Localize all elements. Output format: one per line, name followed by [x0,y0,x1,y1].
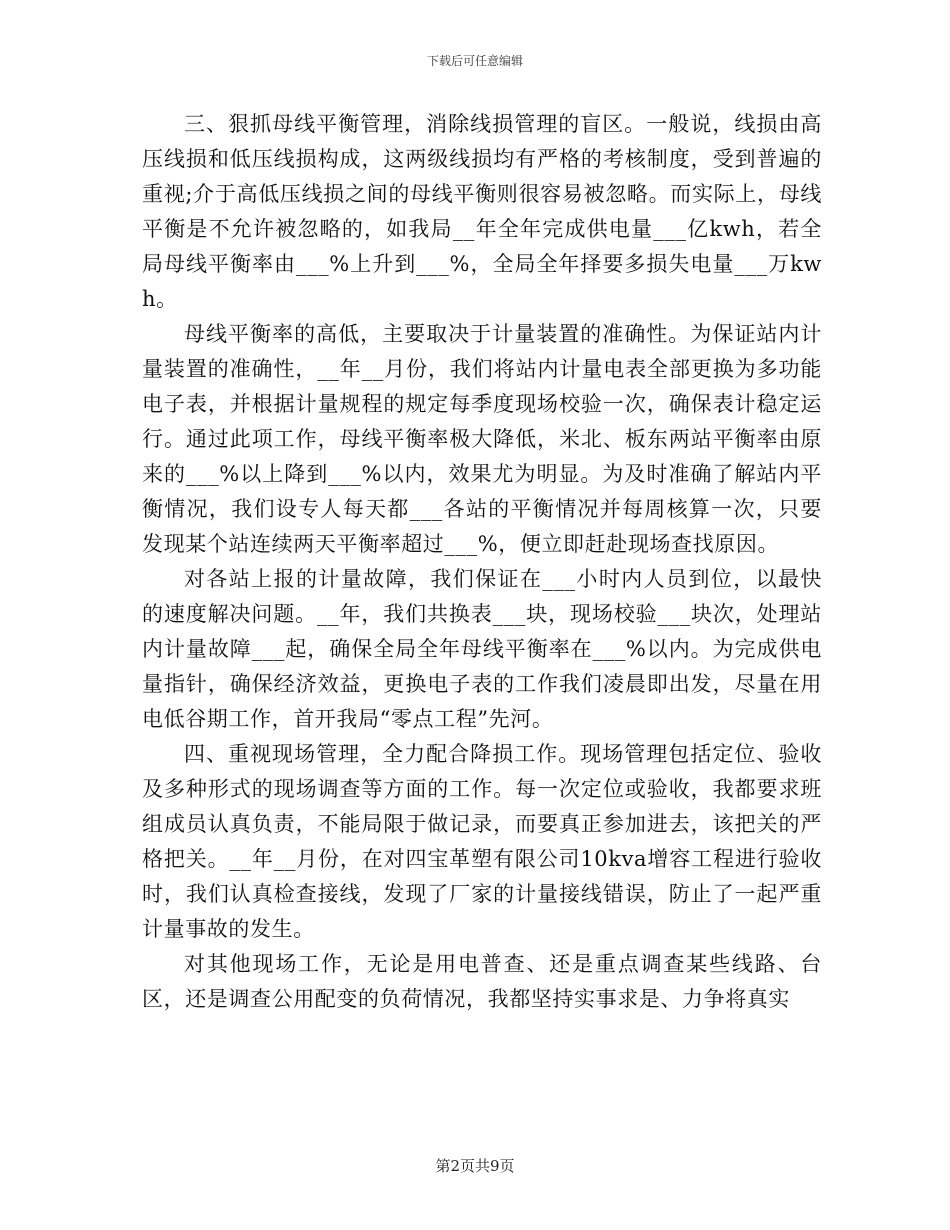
document-body [142,107,822,1017]
paragraph-site-management: 四、重视现场管理，全力配合降损工作。现场管理包括定位、验收及多种形式的现场调查等方面的工作。每一次定位或验收，我都要求班组成员认真负责，不能局限于做记录，而要真正参加进去，该把关的严格把关。__年__月份，在对四宝革塑有限公司10kva增容工程进行验收时，我们认真检查接线，发现了厂家的计量接线错误，防止了一起严重计量事故的发生。 [142,742,822,941]
paragraph-busbar-balance: 三、狠抓母线平衡管理，消除线损管理的盲区。一般说，线损由高压线损和低压线损构成，这两级线损均有严格的考核制度，受到普遍的重视;介于高低压线损之间的母线平衡则很容易被忽略。而实际上，母线平衡是不允许被忽略的，如我局__年全年完成供电量___亿kwh，若全局母线平衡率由___%上升到___%，全局全年择要多损失电量___万kwh。 [142,112,822,311]
page-header-note: 下载后可任意编辑 [426,54,523,68]
paragraph-fault-handling: 对各站上报的计量故障，我们保证在___小时内人员到位，以最快的速度解决问题。__年，我们共换表___块，现场校验___块次，处理站内计量故障___起，确保全局全年母线平衡率在___%以内。为完成供电量指针，确保经济效益，更换电子表的工作我们凌晨即出发，尽量在用电低谷期工作，首开我局“零点工程”先河。 [142,567,822,731]
page-number-footer: 第2页共9页 [435,1157,515,1175]
paragraph-other-site-work: 对其他现场工作，无论是用电普查、还是重点调查某些线路、台区，还是调查公用配变的负荷情况，我都坚持实事求是、力争将真实 [142,952,822,1011]
paragraph-metering-accuracy: 母线平衡率的高低，主要取决于计量装置的准确性。为保证站内计量装置的准确性，__年__月份，我们将站内计量电表全部更换为多功能电子表，并根据计量规程的规定每季度现场校验一次，确保表计稳定运行。通过此项工作，母线平衡率极大降低，米北、板东两站平衡率由原来的___%以上降到___%以内，效果尤为明显。为及时准确了解站内平衡情况，我们设专人每天都___各站的平衡情况并每周核算一次，只要发现某个站连续两天平衡率超过___%，便立即赶赴现场查找原因。 [142,322,822,556]
